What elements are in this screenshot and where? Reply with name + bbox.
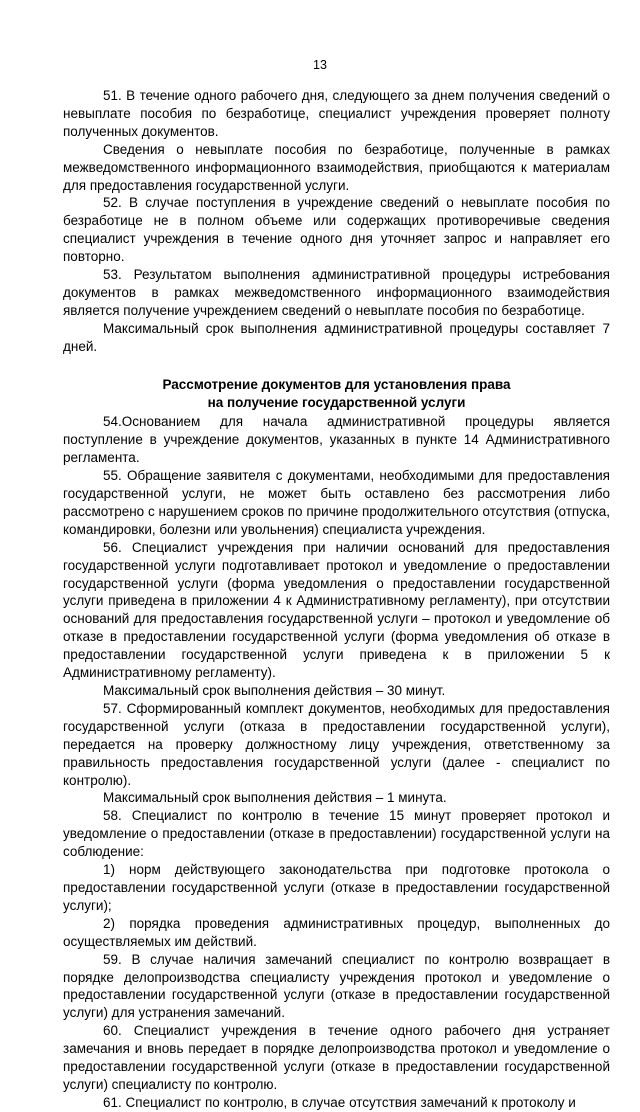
paragraph-56: 56. Специалист учреждения при наличии оснований для предоставления государственной услуги подготавливает протокол и уведомление о предоставлении государственной услуги (форма уведомления о предоставлении государственной услуги приведена в приложении 4 к Административному регламенту), при отсутствии оснований для предоставления государственной услуги – протокол и уведомление об отказе в предоставлении государственной услуги (форма уведомления об отказе в предоставлении государственной услуги приведена к в приложении 5 к Административному регламенту). — [63, 539, 610, 681]
paragraph-54: 54.Основанием для начала административной процедуры является поступление в учреждение документов, указанных в пункте 14 Административного регламента. — [63, 414, 610, 466]
section-heading-line-1: Рассмотрение документов для установления права — [162, 376, 511, 392]
paragraph-max-term-7-days: Максимальный срок выполнения административной процедуры составляет 7 дней. — [63, 320, 610, 354]
paragraph-59: 59. В случае наличия замечаний специалист по контролю возвращает в порядке делопроизводства специалисту учреждения протокол и уведомление о предоставлении государственной услуги (отказе в предоставлении государственной услуги) для устранения замечаний. — [63, 951, 610, 1021]
paragraph-max-term-30-min: Максимальный срок выполнения действия – 30 минут. — [103, 683, 446, 698]
paragraph-53: 53. Результатом выполнения административной процедуры истребования документов в рамках межведомственного информационного взаимодействия является получение учреждением сведений о невыплате пособия по безработице. — [63, 267, 610, 318]
paragraph-58-item-2: 2) порядка проведения административных процедур, выполненных до осуществляемых им действий. — [63, 915, 610, 949]
paragraph-info-sources: Сведения о невыплате пособия по безработице, полученные в рамках межведомственного информационного взаимодействия, приобщаются к материалам для предоставления государственной услуги. — [63, 141, 610, 193]
paragraph-58: 58. Специалист по контролю в течение 15 минут проверяет протокол и уведомление о предоставлении (отказе в предоставлении) государственной услуги на соблюдение: — [63, 808, 610, 860]
document-body — [63, 87, 610, 1112]
paragraph-60: 60. Специалист учреждения в течение одного рабочего дня устраняет замечания и вновь передает в порядке делопроизводства протокол и уведомление о предоставлении государственной услуги (отказе в предоставлении государственной услуги) специалисту по контролю. — [63, 1023, 610, 1092]
section-heading-line-2: на получение государственной услуги — [207, 394, 466, 410]
paragraph-51: 51. В течение одного рабочего дня, следующего за днем получения сведений о невыплате пособия по безработице, специалист учреждения проверяет полноту полученных документов. — [63, 88, 610, 139]
paragraph-52: 52. В случае поступления в учреждение сведений о невыплате пособия по безработице не в полном объеме или содержащих противоречивые сведения специалист учреждения в течение одного дня уточняет запрос и направляет его повторно. — [63, 195, 610, 265]
section-heading — [63, 376, 610, 412]
paragraph-61: 61. Специалист по контролю, в случае отсутствия замечаний к протоколу и — [103, 1094, 576, 1110]
paragraph-max-term-1-min: Максимальный срок выполнения действия – 1 минута. — [103, 790, 447, 806]
page-number: 13 — [313, 58, 327, 72]
paragraph-57: 57. Сформированный комплект документов, необходимых для предоставления государственной услуги (отказа в предоставлении государственной услуги), передается на проверку должностному лицу учреждения, ответственному за правильность предоставления государственной услуги (далее - специалист по контролю). — [63, 700, 610, 788]
paragraph-58-item-1: 1) норм действующего законодательства при подготовке протокола о предоставлении государственной услуги (отказе в предоставлении государственной услуги); — [63, 862, 610, 913]
paragraph-55: 55. Обращение заявителя с документами, необходимыми для предоставления государственной услуги, не может быть оставлено без рассмотрения либо рассмотрено с нарушением сроков по причине продолжительного отсутствия (отпуска, командировки, болезни или увольнения) специалиста учреждения. — [63, 468, 610, 537]
